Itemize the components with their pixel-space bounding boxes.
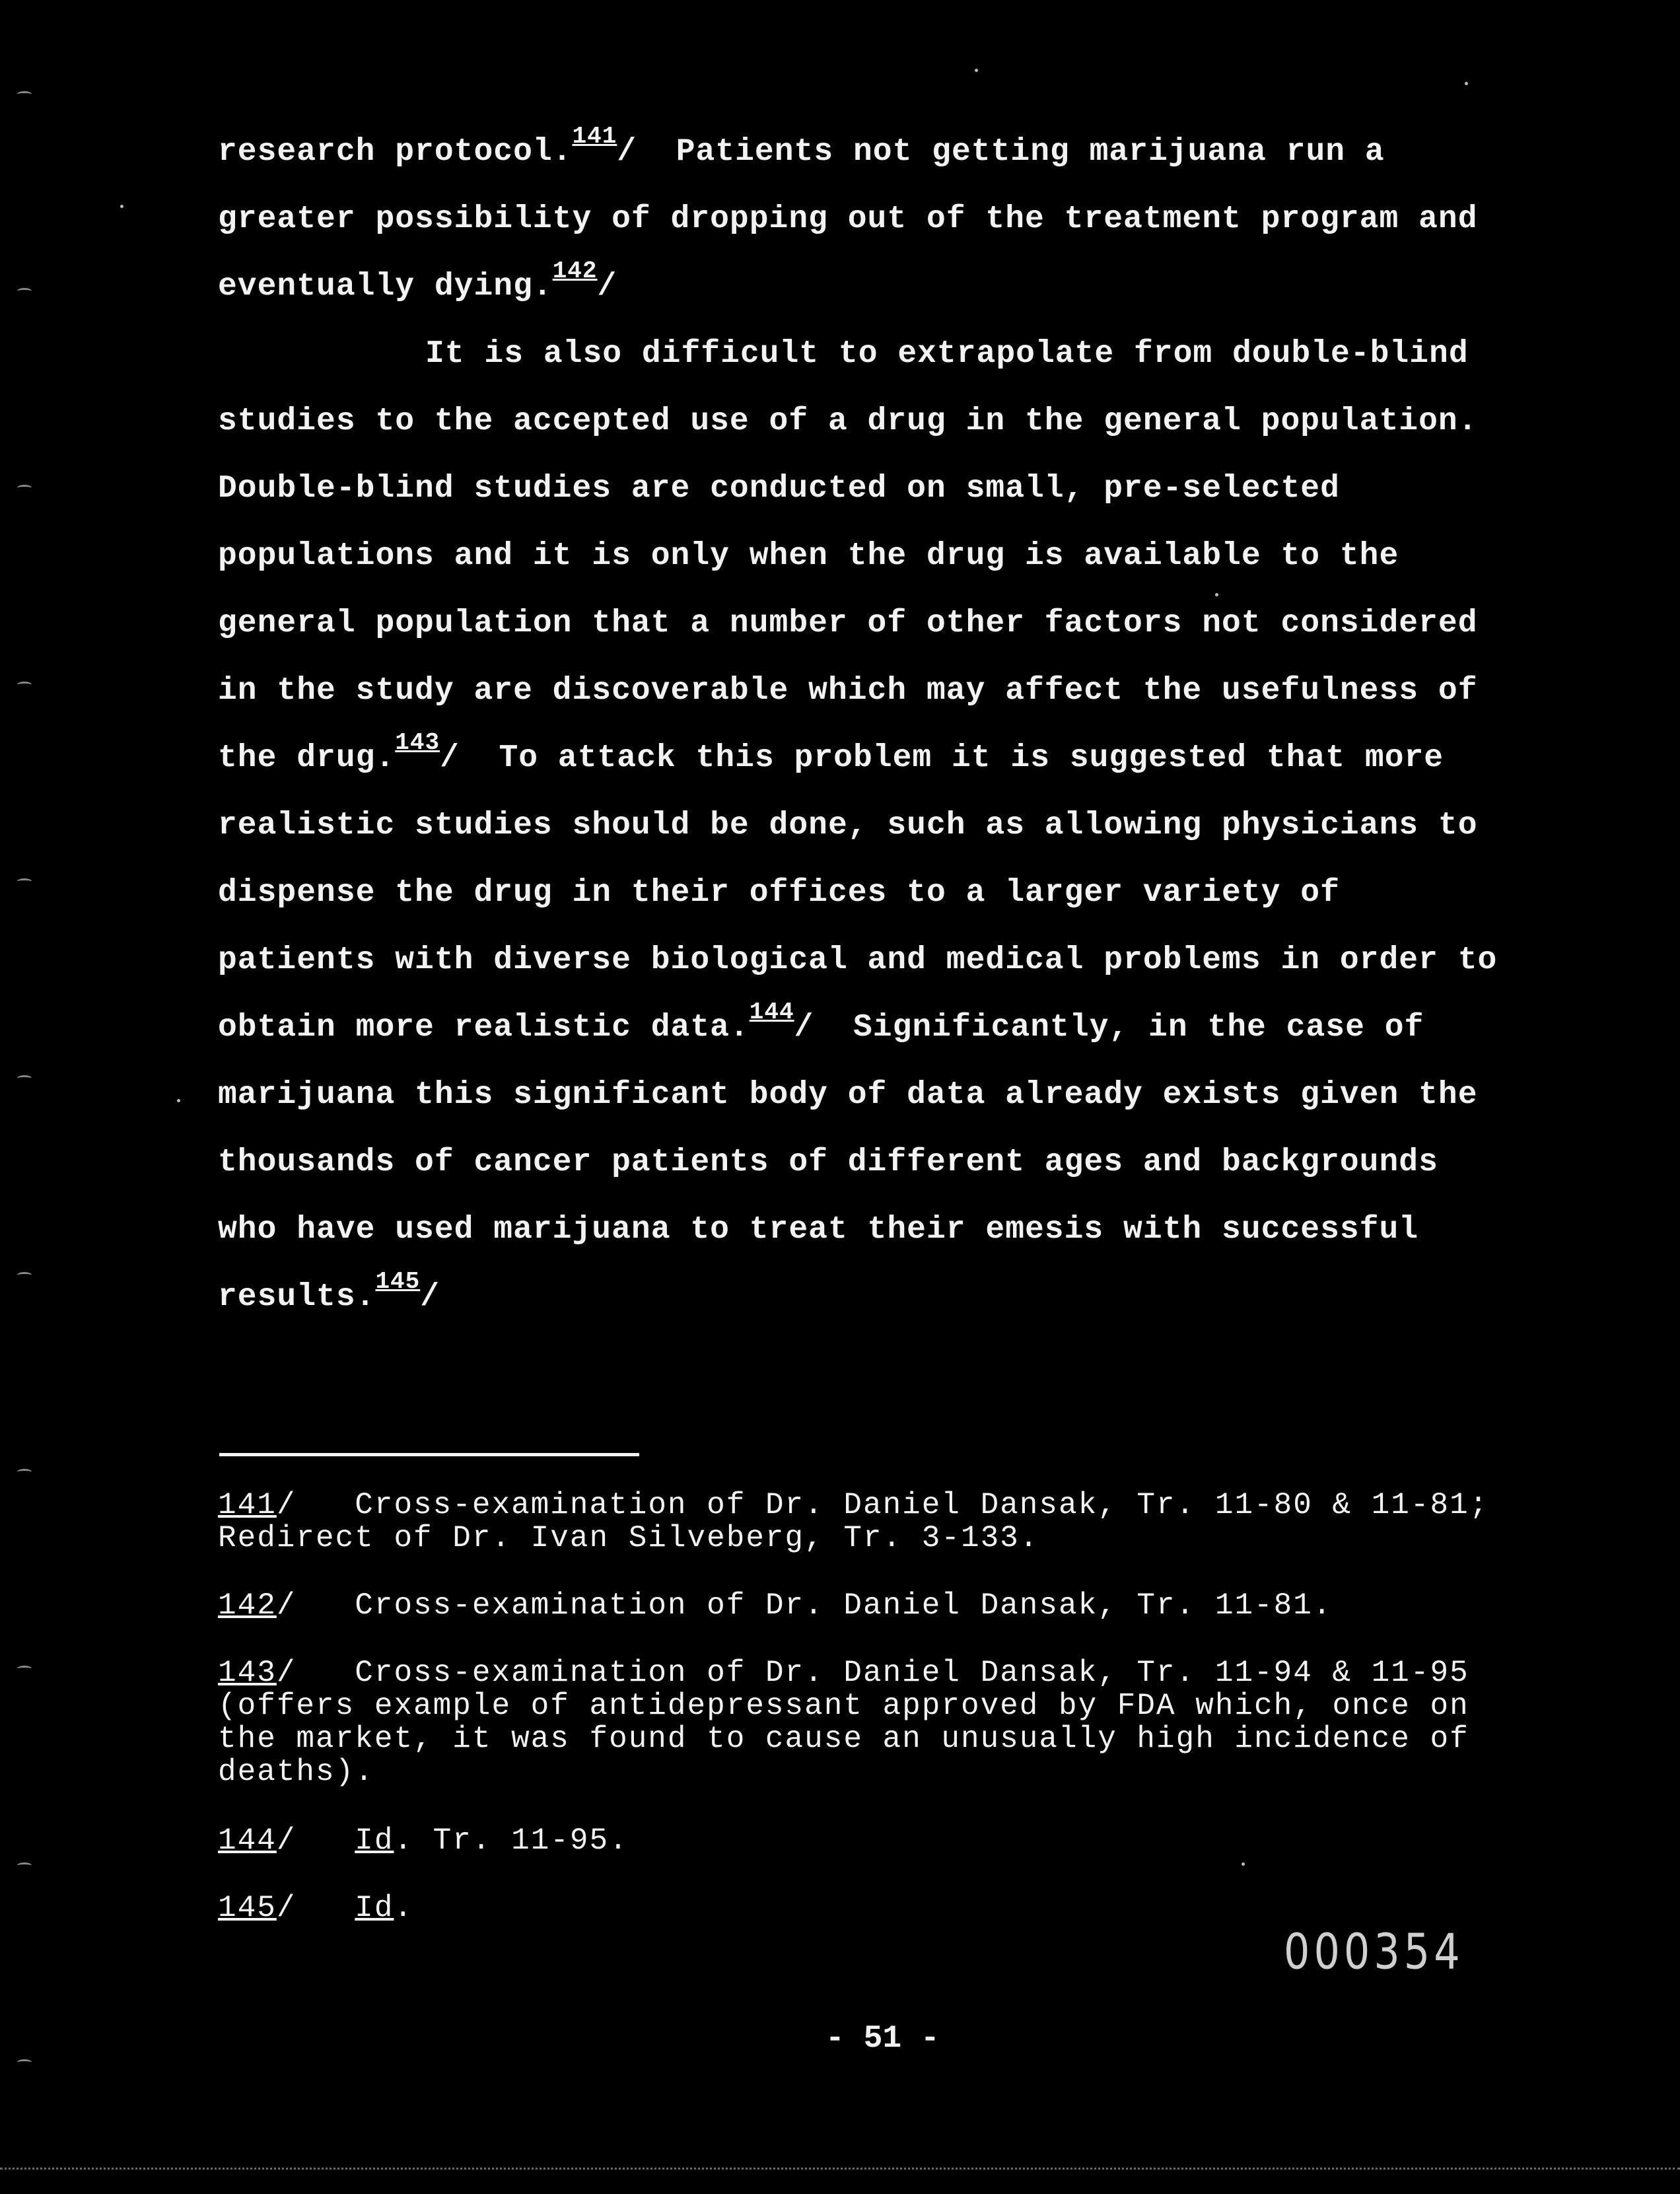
body-text: the drug. [218,740,396,776]
footnote-ref-145: 145 [375,1268,421,1295]
binding-mark [17,1075,32,1081]
body-text: / To attack this problem it is suggested that more [440,740,1444,776]
footnote-text: / Cross-examination of Dr. Daniel Dansak, Tr. 11-94 & 11-95 [276,1656,1469,1690]
footnote-number: 143 [218,1656,277,1690]
binding-mark [17,91,32,97]
footnote-number: 141 [218,1488,277,1522]
footnote-ref-143: 143 [395,729,440,756]
body-text: eventually dying. [218,269,553,304]
body-line-18 [218,1268,440,1318]
body-text: / [597,269,617,304]
footnote-number: 142 [218,1588,277,1623]
footnote-id: Id [355,1823,394,1858]
body-text: / [420,1279,440,1315]
footnote-145 [218,1892,413,1925]
body-text: obtain more realistic data. [218,1010,750,1045]
binding-mark [17,682,32,688]
footnote-ref-141: 141 [572,123,617,150]
body-line-4: It is also difficult to extrapolate from double-blind [425,336,1469,372]
footnote-text: . Tr. 11-95. [394,1823,629,1858]
body-line-13: patients with diverse biological and medical problems in order to [218,942,1498,978]
bates-number: 000354 [1284,1922,1464,1981]
footnote-text: / Cross-examination of Dr. Daniel Dansak, Tr. 11-81. [276,1588,1333,1623]
scan-speck [177,1099,180,1102]
footnote-144 [218,1824,629,1857]
body-text: / Patients not getting marijuana run a [617,134,1385,170]
body-line-7: populations and it is only when the drug is available to the [218,538,1399,574]
footnote-text: the market, it was found to cause an unusually high incidence of [218,1722,1469,1756]
body-line-14 [218,999,1424,1048]
body-line-9: in the study are discoverable which may affect the usefulness of [218,673,1478,709]
footnote-143 [218,1656,1469,1788]
footnote-text: / [276,1823,355,1858]
body-text: research protocol. [218,134,573,170]
page-number: - 51 - [825,2021,940,2057]
footnote-text: . [394,1891,414,1925]
binding-mark [17,2059,32,2065]
body-line-5: studies to the accepted use of a drug in the general population. [218,404,1478,439]
binding-mark [17,485,32,491]
footnote-number: 144 [218,1823,277,1858]
footnote-ref-144: 144 [749,999,794,1026]
scan-edge [0,2168,1680,2172]
footnote-141 [218,1489,1488,1555]
footnote-separator [219,1453,639,1456]
binding-mark [17,1862,32,1868]
footnote-text: Redirect of Dr. Ivan Silveberg, Tr. 3-133. [218,1521,1039,1555]
footnote-142 [218,1589,1332,1622]
scan-speck [120,205,123,208]
binding-mark [17,1469,32,1475]
body-line-17: who have used marijuana to treat their emesis with successful [218,1212,1419,1248]
body-line-12: dispense the drug in their offices to a larger variety of [218,875,1340,911]
body-line-2: greater possibility of dropping out of the treatment program and [218,201,1478,237]
binding-mark [17,1272,32,1278]
footnote-ref-142: 142 [552,258,598,285]
scan-speck [1215,593,1218,596]
footnote-id: Id [355,1891,394,1925]
binding-mark [17,288,32,294]
body-line-11: realistic studies should be done, such as allowing physicians to [218,808,1478,843]
footnote-text: / [276,1891,355,1925]
body-line-6: Double-blind studies are conducted on small, pre-selected [218,471,1340,507]
scan-speck [1465,82,1468,85]
body-line-8: general population that a number of other factors not considered [218,606,1478,641]
body-text: / Significantly, in the case of [794,1010,1424,1045]
body-line-1 [218,123,1385,172]
body-line-16: thousands of cancer patients of different ages and backgrounds [218,1145,1438,1180]
body-line-15: marijuana this significant body of data already exists given the [218,1077,1478,1113]
body-text: results. [218,1279,376,1315]
scan-speck [975,69,978,72]
body-line-3 [218,258,617,307]
footnote-text: / Cross-examination of Dr. Daniel Dansak, Tr. 11-80 & 11-81; [276,1488,1489,1522]
binding-mark [17,1666,32,1672]
footnote-number: 145 [218,1891,277,1925]
binding-mark [17,878,32,884]
body-line-10 [218,729,1444,779]
footnote-text: deaths). [218,1755,374,1789]
scan-speck [1242,1862,1245,1866]
footnote-text: (offers example of antidepressant approved by FDA which, once on [218,1689,1469,1723]
